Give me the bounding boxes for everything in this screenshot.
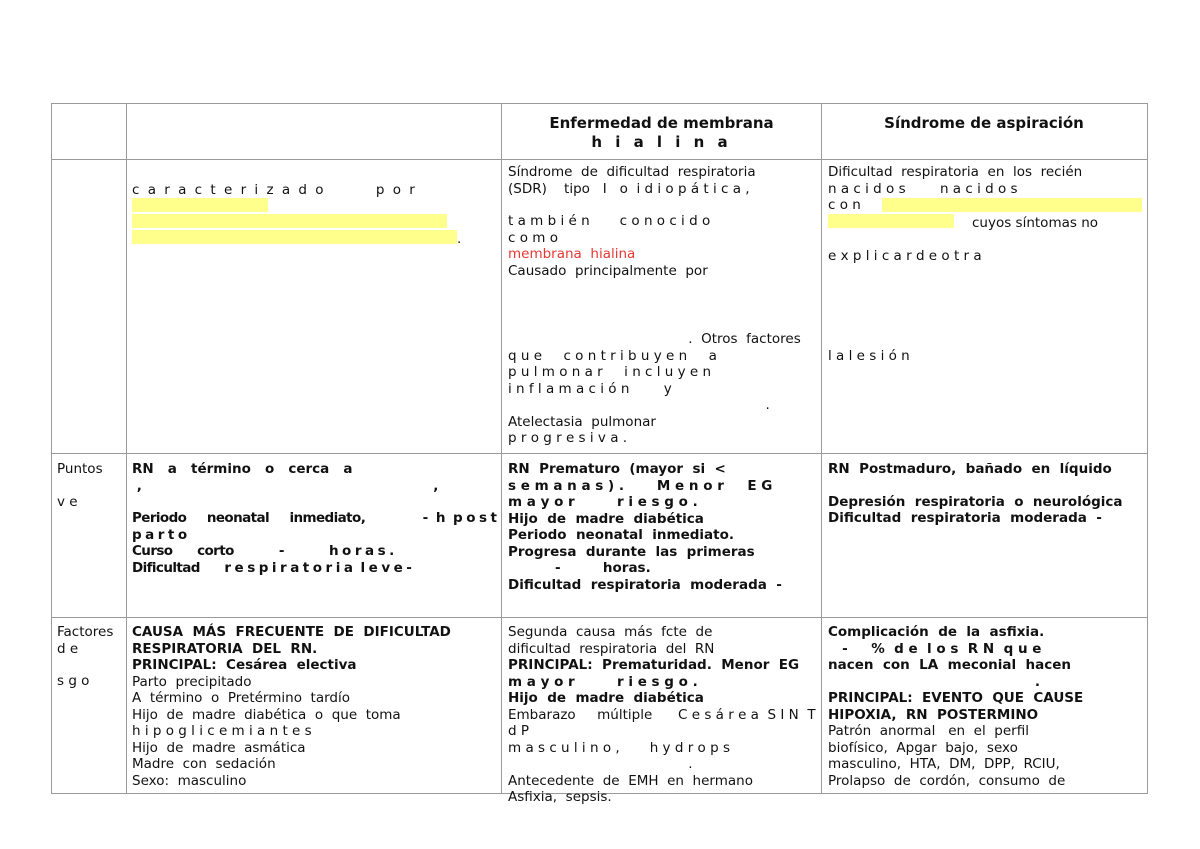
row3-col2-bold-line: RESPIRATORIA DEL RN.	[132, 640, 318, 657]
highlight-block	[132, 214, 447, 228]
row3-col4-bold-line: HIPOXIA, RN POSTERMINO	[828, 706, 1039, 723]
row1-col3-lower-line: i n f l a m a c i ó n y	[508, 380, 672, 397]
row-divider	[52, 617, 1147, 618]
row3-label-line: s g o	[57, 673, 90, 689]
row3-col2-bold-line: CAUSA MÁS FRECUENTE DE DIFICULTAD	[132, 624, 451, 640]
row3-label-line: d e	[57, 640, 79, 657]
row3-col4-line: Prolapso de cordón, consumo de	[828, 772, 1066, 789]
column-divider	[821, 104, 822, 793]
row2-col2	[132, 461, 501, 576]
header-hyaline-line2: h i a l i n a	[591, 133, 732, 151]
row2-label-line: v e	[57, 493, 78, 510]
row3-col3-line: Asfixia, sepsis.	[508, 789, 612, 805]
row2-col2-line: Periodo neonatal inmediato, - h p o s t p a r t o	[132, 510, 501, 543]
row2-col3-line: Progresa durante las primeras	[508, 543, 755, 560]
row1-col3-line: Causado principalmente por	[508, 262, 708, 279]
row2-col3-line: s e m a n a s ) . M e n o r E G	[508, 477, 773, 494]
row3-label-gap	[57, 657, 127, 673]
row1-col4-symptoms: cuyos síntomas no	[972, 215, 1099, 231]
row3-col2-line: Sexo: masculino	[132, 772, 247, 789]
row2-col4-line: RN Postmaduro, bañado en líquido	[828, 461, 1112, 477]
row3-col3	[508, 624, 818, 806]
header-hyaline-membrane	[504, 114, 819, 152]
row2-col3-line: Hijo de madre diabética	[508, 510, 704, 527]
row-divider	[52, 159, 1147, 160]
row3-col4-line: Patrón anormal en el perfil	[828, 723, 1029, 739]
row3-col2-line: h i p o g l i c e m i a n t e s	[132, 723, 312, 739]
row1-col3-lower-line: q u e c o n t r i b u y e n a	[508, 347, 717, 364]
row2-col4	[828, 461, 1143, 527]
row3-col3-line: m a s c u l i n o , h y d r o p s	[508, 739, 730, 756]
row1-col3-line: (SDR) tipo I o i d i o p á t i c a ,	[508, 180, 750, 197]
row1-col2-dot: .	[457, 231, 462, 247]
row1-col3-red: membrana hialina	[508, 246, 636, 262]
row3-col2	[132, 624, 497, 789]
row2-label	[57, 461, 123, 510]
row2-col2-line: RN a término o cerca a	[132, 461, 353, 477]
row3-label	[57, 624, 127, 690]
row1-col4-lesion: l a l e s i ó n	[828, 348, 910, 364]
row2-col3-line: Dificultad respiratoria moderada -	[508, 576, 782, 593]
highlight-block	[132, 230, 457, 244]
row3-col2-bold-line: PRINCIPAL: Cesárea electiva	[132, 657, 357, 673]
row2-col3-line: RN Prematuro (mayor si <	[508, 461, 726, 477]
row3-col4-bold-line: PRINCIPAL: EVENTO QUE CAUSE	[828, 690, 1084, 706]
row3-col2-line: Hijo de madre asmática	[132, 739, 306, 756]
row2-col3	[508, 461, 818, 593]
highlight-block	[132, 198, 268, 212]
row1-col3-gap	[508, 197, 818, 213]
row-divider	[52, 453, 1147, 454]
row2-col2-gap	[132, 494, 497, 510]
row1-col3-line: Síndrome de dificultad respiratoria	[508, 164, 756, 180]
row3-col2-line: A término o Pretérmino tardío	[132, 690, 351, 706]
comparison-table	[51, 103, 1148, 805]
row2-col3-line: - horas.	[508, 560, 651, 576]
row2-col3-line: m a y o r r i e s g o .	[508, 494, 698, 510]
row3-col3-line: .	[508, 756, 693, 772]
header-hyaline-line1: Enfermedad de membrana	[549, 114, 774, 132]
row1-col4-explain: e x p l i c a r d e o t r a	[828, 248, 982, 264]
row2-label-line: Puntos	[57, 461, 103, 477]
row3-col4-bold-line: .	[828, 673, 1040, 690]
row1-col4-line: n a c i d o s n a c i d o s	[828, 180, 1018, 197]
row1-col3-line: t a m b i é n c o n o c i d o	[508, 213, 711, 229]
row3-col4-bold-line: Complicación de la asfixia.	[828, 624, 1045, 640]
row3-col2-line: Hijo de madre diabética o que toma	[132, 706, 401, 723]
header-aspiration-line: Síndrome de aspiración	[884, 114, 1084, 132]
row3-col2-line: Madre con sedación	[132, 756, 276, 772]
row3-col3-line: Antecedente de EMH en hermano	[508, 772, 753, 789]
row2-col2-line: , ,	[132, 477, 439, 494]
row3-col3-bold-line: PRINCIPAL: Prematuridad. Menor EG	[508, 657, 800, 673]
row2-col2-line: Curso corto - h o r a s .	[132, 543, 394, 559]
row2-col4-line: Dificultad respiratoria moderada -	[828, 510, 1102, 526]
row3-col3-bold-line: m a y o r r i e s g o .	[508, 673, 698, 690]
highlight-block	[828, 214, 954, 228]
row1-col3-lower-line: p u l m o n a r i n c l u y e n	[508, 364, 712, 380]
column-divider	[126, 104, 127, 793]
row1-col3	[508, 164, 818, 279]
row2-label-gap	[57, 478, 123, 494]
column-divider	[501, 104, 502, 793]
row2-col4-gap	[828, 478, 1143, 494]
row3-col4-line: masculino, HTA, DM, DPP, RCIU,	[828, 756, 1060, 772]
header-aspiration-syndrome	[824, 114, 1144, 133]
row3-col3-bold-line: Hijo de madre diabética	[508, 690, 704, 706]
row1-col4-line: c o n	[828, 197, 861, 213]
row3-col4-bold-line: nacen con LA meconial hacen	[828, 657, 1071, 673]
row1-col3-lower-line: p r o g r e s i v a .	[508, 430, 628, 446]
row3-col4-line: biofísico, Apgar bajo, sexo	[828, 739, 1018, 756]
row1-col4-line: Dificultad respiratoria en los recién	[828, 164, 1083, 180]
row3-col3-line: Segunda causa más fcte de	[508, 624, 713, 640]
row2-col2-line: Dificultad r e s p i r a t o r i a l e v e -	[132, 559, 412, 576]
row1-col2	[132, 182, 497, 199]
row1-col3-lower	[508, 331, 818, 447]
row1-col3-lower-line: Atelectasia pulmonar	[508, 413, 656, 430]
row3-col4-bold-line: - % d e l o s R N q u e	[828, 640, 1042, 657]
row1-col3-line: c o m o	[508, 229, 558, 246]
row2-col4-line: Depresión respiratoria o neurológica	[828, 493, 1123, 510]
row3-col3-line: dificultad respiratoria del RN	[508, 640, 715, 657]
highlight-block	[882, 198, 1142, 212]
row3-col2-line: Parto precipitado	[132, 673, 252, 690]
row3-col3-line: Embarazo múltiple C e s á r e a S I N T d P	[508, 706, 820, 739]
row3-col4	[828, 624, 1143, 789]
row1-col3-lower-line: .	[508, 397, 770, 413]
row1-col3-lower-line: . Otros factores	[508, 331, 801, 347]
row3-label-line: Factores	[57, 624, 114, 640]
row1-col2-line: c a r a c t e r i z a d o p o r	[132, 182, 417, 198]
row2-col3-line: Periodo neonatal inmediato.	[508, 527, 735, 543]
